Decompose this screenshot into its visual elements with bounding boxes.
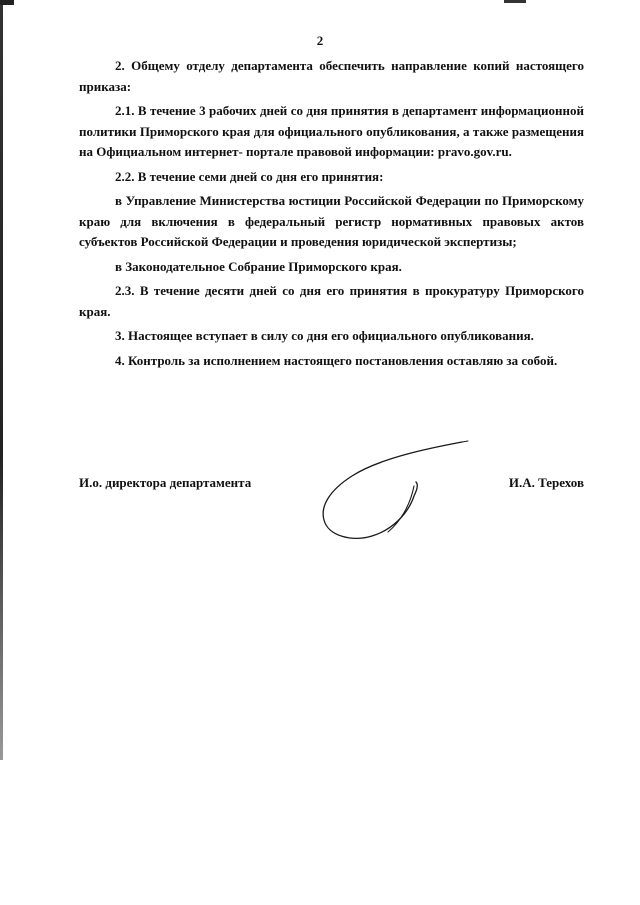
paragraph-2: 2. Общему отделу департамента обеспечить направление копий настоящего приказа: xyxy=(79,58,584,94)
page-number: 2 xyxy=(316,33,324,48)
signatory-title: И.о. директора департамента xyxy=(79,475,252,490)
paragraph-2-1: 2.1. В течение 3 рабочих дней со дня принятия в департамент информационной политики Приморского края для официального опубликования, а также размещения на Официальном интернет- портале правовой информации: pravo.gov.ru. xyxy=(79,103,584,159)
paragraph-2-2-a: в Управление Министерства юстиции Российской Федерации по Приморскому краю для включения в федеральный регистр нормативных правовых актов субъектов Российской Федерации и проведения юридической экспертизы; xyxy=(79,193,584,249)
document-body xyxy=(79,56,584,375)
scan-edge-shadow xyxy=(0,0,3,760)
signatory-name: И.А. Терехов xyxy=(508,475,584,490)
handwritten-signature xyxy=(310,436,480,554)
paragraph-2-3: 2.3. В течение десяти дней со дня его принятия в прокуратуру Приморского края. xyxy=(79,283,584,319)
paragraph-4: 4. Контроль за исполнением настоящего постановления оставляю за собой. xyxy=(115,352,558,368)
scan-mark xyxy=(0,0,14,5)
paragraph-2-2: 2.2. В течение семи дней со дня его принятия: xyxy=(115,168,384,184)
paragraph-3: 3. Настоящее вступает в силу со дня его официального опубликования. xyxy=(115,328,534,343)
paragraph-2-2-b: в Законодательное Собрание Приморского края. xyxy=(115,258,402,274)
scan-mark xyxy=(504,0,526,3)
